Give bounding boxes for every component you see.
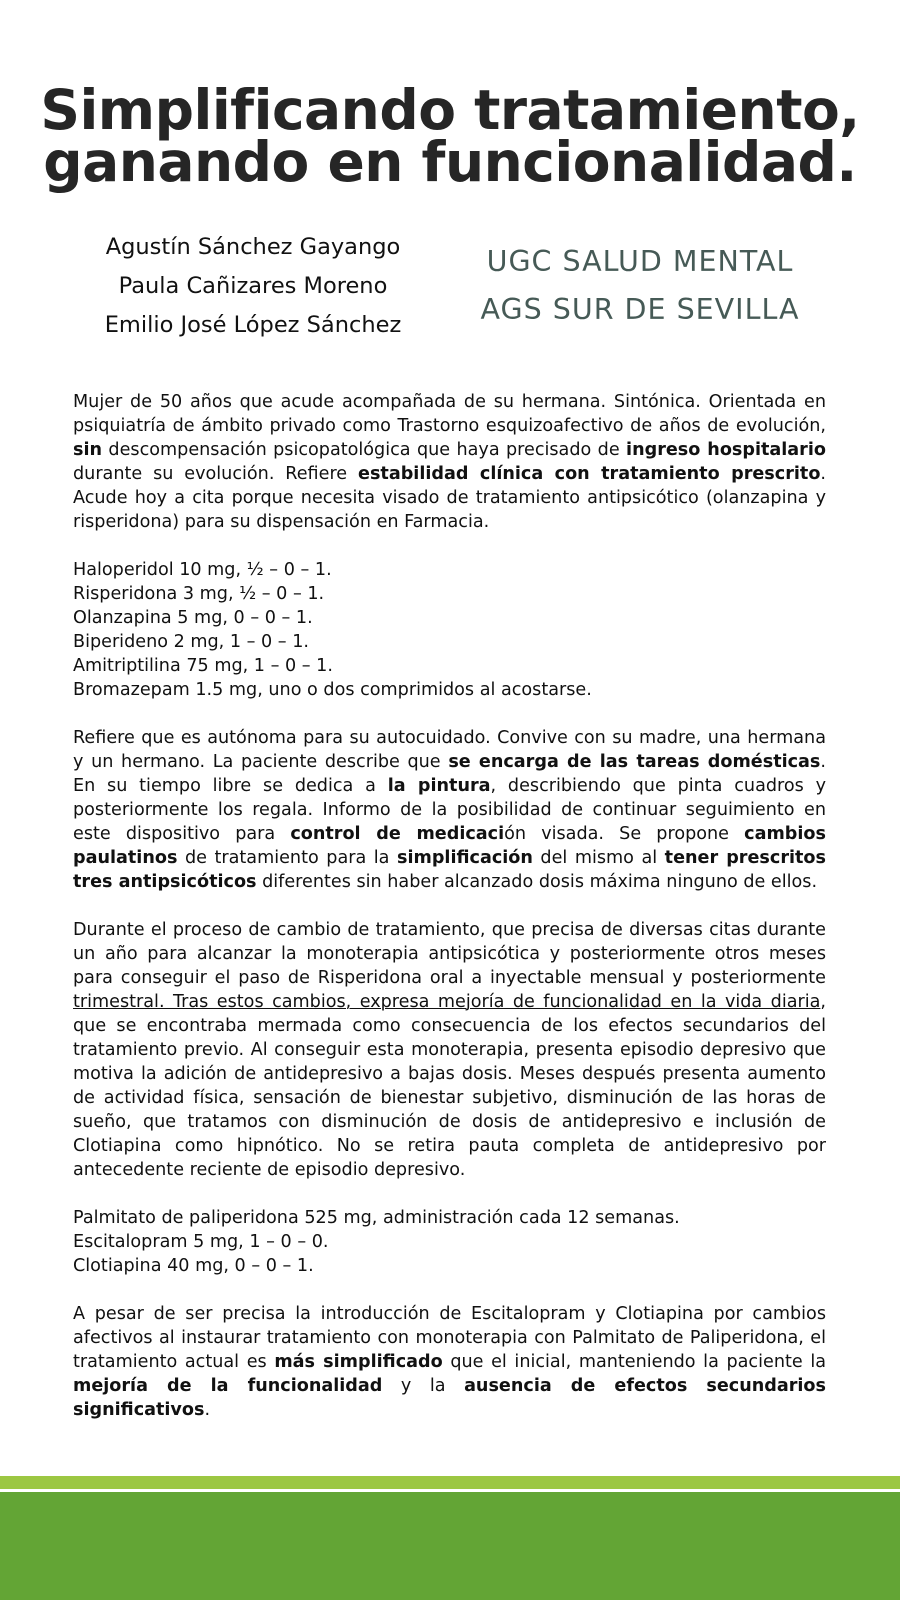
bold-run: sin [73,440,103,460]
treatment-item: Haloperidol 10 mg, ½ – 0 – 1. [73,560,332,580]
footer-band-light [0,1476,900,1489]
author-3: Emilio José López Sánchez [104,312,402,338]
text-run: Refiere que es autónoma para su autocuidado. Convive con su madre, una hermana y un hermano. La paciente describe que [73,728,826,772]
treatment-item: Bromazepam 1.5 mg, uno o dos comprimidos al acostarse. [73,680,592,700]
bold-run: se encarga de las tareas domésticas [448,752,821,772]
bold-run: ingreso hospitalario [626,440,826,460]
text-run: Mujer de 50 años que acude acompañada de su hermana. Sintónica. Orientada en psiquiatría de ámbito privado como Trastorno esquizoafectivo de años de evolución, [73,392,826,436]
evolution-paragraph [73,918,826,1182]
social-history-paragraph [73,726,826,894]
text-run: durante su evolución. Refiere [73,464,359,484]
title-line-1: Simplificando tratamiento, [40,78,860,142]
bold-run: mejoría de la funcionalidad [73,1376,383,1396]
current-treatment-list [73,1206,826,1278]
footer-band-dark [0,1492,900,1600]
text-run: descompensación psicopatológica que haya precisado de [102,440,627,460]
author-1: Agustín Sánchez Gayango [105,234,401,260]
treatment-item: Escitalopram 5 mg, 1 – 0 – 0. [73,1232,329,1252]
author-list [78,228,428,345]
conclusion-paragraph [73,1302,826,1422]
text-run: , que se encontraba mermada como consecuencia de los efectos secundarios del tratamiento previo. Al conseguir esta monoterapia, presenta episodio depresivo que motiva la adición de antidepresivo a bajas dosis. Meses después presenta aumento de actividad física, sensación de bienestar subjetivo, disminución de las horas de sueño, que tratamos con disminución de dosis de antidepresivo e inclusión de Clotiapina como hipnótico. No se retira pauta completa de antidepresivo por antecedente reciente de episodio depresivo. [73,992,826,1180]
treatment-item: Olanzapina 5 mg, 0 – 0 – 1. [73,608,313,628]
treatment-item: Biperideno 2 mg, 1 – 0 – 1. [73,632,309,652]
bold-run: ausencia de efectos secundarios significativos [73,1376,826,1420]
institution-line-1: UGC SALUD MENTAL [486,245,794,278]
text-run: de tratamiento para la [177,848,397,868]
case-intro-paragraph [73,390,826,534]
treatment-item: Clotiapina 40 mg, 0 – 0 – 1. [73,1256,314,1276]
treatment-item: Amitriptilina 75 mg, 1 – 0 – 1. [73,656,333,676]
bold-run: control de medicaci [290,824,505,844]
bold-run: más simplificado [274,1352,443,1372]
text-run: . Acude hoy a cita porque necesita visado de tratamiento antipsicótico (olanzapina y risperidona) para su dispensación en Farmacia. [73,464,826,532]
author-2: Paula Cañizares Moreno [118,273,388,299]
text-run: diferentes sin haber alcanzado dosis máxima ninguno de ellos. [256,872,818,892]
poster-title [0,78,900,194]
case-text [73,390,826,1446]
treatment-item: Risperidona 3 mg, ½ – 0 – 1. [73,584,325,604]
text-run: . En su tiempo libre se dedica a [73,752,826,796]
treatment-item: Palmitato de paliperidona 525 mg, administración cada 12 semanas. [73,1208,680,1228]
bold-run: tener prescritos tres antipsicóticos [73,848,826,892]
text-run: que el inicial, manteniendo la paciente la [442,1352,826,1372]
institution-block [450,238,830,334]
text-run: y la [382,1376,465,1396]
text-run: del mismo al [532,848,665,868]
bold-run: cambios paulatinos [73,824,826,868]
text-run: . [204,1400,211,1420]
bold-run: estabilidad clínica con tratamiento prescrito [358,464,821,484]
title-line-2: ganando en funcionalidad. [43,130,857,194]
bold-run: la pintura [387,776,491,796]
initial-treatment-list [73,558,826,702]
text-run: Durante el proceso de cambio de tratamiento, que precisa de diversas citas durante un año para alcanzar la monoterapia antipsicótica y posteriormente otros meses para conseguir el paso de Risperidona oral a inyectable mensual y posteriormente [73,920,826,988]
underlined-run: trimestral. Tras estos cambios, expresa mejoría de funcionalidad en la vida diaria [73,992,821,1012]
text-run: , describiendo que pinta cuadros y posteriormente los regala. Informo de la posibilidad de continuar seguimiento en este dispositivo para [73,776,826,844]
bold-run: simplificación [396,848,533,868]
text-run: ón visada. Se propone [504,824,745,844]
text-run: A pesar de ser precisa la introducción de Escitalopram y Clotiapina por cambios afectivos al instaurar tratamiento con monoterapia con Palmitato de Paliperidona, el tratamiento actual es [73,1304,826,1372]
institution-line-2: AGS SUR DE SEVILLA [480,293,800,326]
